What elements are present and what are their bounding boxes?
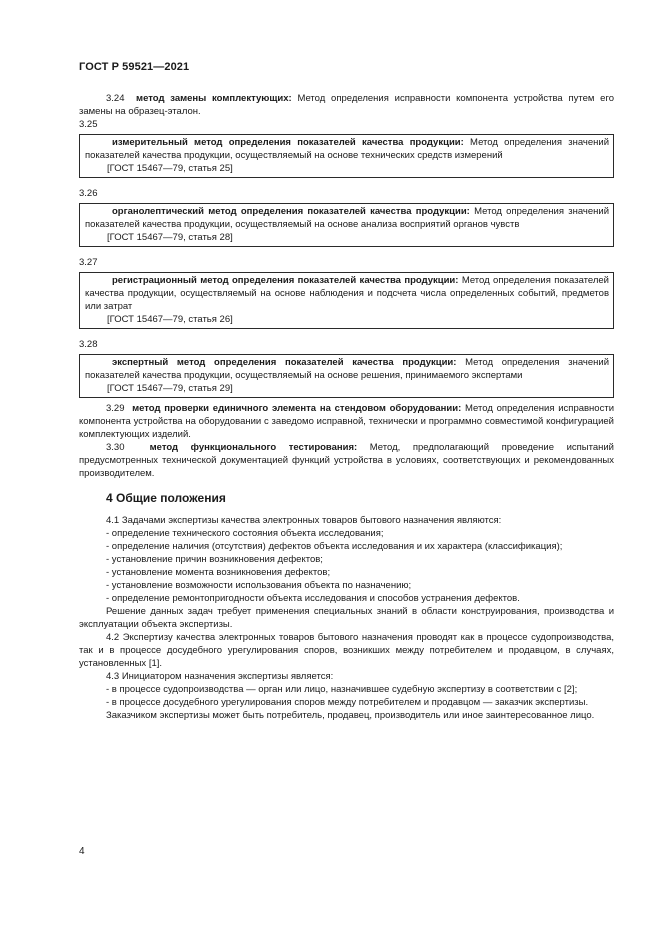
term-number: 3.24 (106, 93, 125, 104)
list-item: - установление момента возникновения дефектов; (106, 567, 331, 578)
page-number: 4 (79, 846, 85, 857)
paragraph-4-1: 4.1 Задачами экспертизы качества электронных товаров бытового назначения являются: (106, 515, 502, 526)
term-definition: Метод определения значений показателей качества продукции, осуществляемый на основе анализа восприятий органов чувств (85, 206, 609, 230)
term-3-30 (79, 441, 614, 480)
term-number-3-25: 3.25 (79, 119, 98, 130)
list-item: - определение технического состояния объекта исследования; (106, 528, 384, 539)
term-3-24 (79, 92, 614, 118)
term-box-3-28 (79, 354, 614, 398)
paragraph-4-1-conclusion: Решение данных задач требует применения специальных знаний в области конструирования, производства и эксплуатации объекта экспертизы. (79, 606, 614, 630)
term-definition: Метод определения исправности компонента устройства путем его замены на образец-эталон. (79, 93, 615, 117)
list-item: - определение наличия (отсутствия) дефектов объекта исследования и их характера (классификация); (106, 541, 563, 552)
term-box-3-25 (79, 134, 614, 178)
term-definition: Метод определения значений показателей качества продукции, осуществляемый на основе решения, принимаемого экспертами (85, 357, 610, 381)
term-name: метод функционального тестирования: (149, 442, 358, 453)
term-source: [ГОСТ 15467—79, статья 29] (107, 383, 233, 394)
term-number-3-26: 3.26 (79, 188, 98, 199)
term-number: 3.30 (106, 442, 125, 453)
term-definition: Метод определения исправности компонента устройства на оборудовании с заведомо исправной, технически и программно совместимой конфигурацией комплектующих изделий. (79, 403, 614, 440)
term-name: метод замены комплектующих: (136, 93, 292, 104)
list-item: - установление возможности использования объекта по назначению; (106, 580, 412, 591)
standard-header: ГОСТ Р 59521—2021 (79, 61, 190, 73)
term-source: [ГОСТ 15467—79, статья 25] (107, 163, 233, 174)
paragraph-4-3-conclusion: Заказчиком экспертизы может быть потребитель, продавец, производитель или иное заинтересованное лицо. (106, 710, 595, 721)
term-3-29 (79, 402, 614, 441)
term-box-3-27 (79, 272, 614, 329)
page-content (79, 92, 614, 722)
term-number-3-28: 3.28 (79, 339, 98, 350)
list-item: - определение ремонтопригодности объекта исследования и способов устранения дефектов. (106, 593, 520, 604)
list-item: - в процессе судопроизводства — орган или лицо, назначившее судебную экспертизу в соответствии с [2]; (106, 684, 578, 695)
term-definition: Метод определения значений показателей качества продукции, осуществляемый на основе технических средств измерений (85, 137, 610, 161)
section-4-title: 4 Общие положения (106, 491, 226, 505)
list-item: - установление причин возникновения дефектов; (106, 554, 323, 565)
term-name: экспертный метод определения показателей качества продукции: (112, 357, 457, 368)
list-item: - в процессе досудебного урегулирования споров между потребителем и продавцом — заказчик экспертизы. (106, 697, 589, 708)
term-source: [ГОСТ 15467—79, статья 26] (107, 314, 233, 325)
term-name: регистрационный метод определения показателей качества продукции: (112, 275, 459, 286)
paragraph-4-3: 4.3 Инициатором назначения экспертизы является: (106, 671, 334, 682)
paragraph-4-2: 4.2 Экспертизу качества электронных товаров бытового назначения проводят как в процессе судопроизводства, так и в процессе досудебного урегулирования споров, возникших между потребителем и продавцом, в случаях, установленных [1]. (79, 632, 614, 669)
term-number-3-27: 3.27 (79, 257, 98, 268)
term-name: органолептический метод определения показателей качества продукции: (112, 206, 470, 217)
term-number: 3.29 (106, 403, 125, 414)
term-name: метод проверки единичного элемента на стендовом оборудовании: (132, 403, 462, 414)
term-name: измерительный метод определения показателей качества продукции: (112, 137, 464, 148)
term-definition: Метод определения показателей качества продукции, осуществляемый на основе наблюдения и подсчета числа определенных событий, предметов или затрат (85, 275, 609, 312)
term-source: [ГОСТ 15467—79, статья 28] (107, 232, 233, 243)
term-definition: Метод, предполагающий проведение испытаний предусмотренных технической документацией функций устройства в условиях, соответствующих и рекомендованных производителем. (79, 442, 614, 479)
term-box-3-26 (79, 203, 614, 247)
